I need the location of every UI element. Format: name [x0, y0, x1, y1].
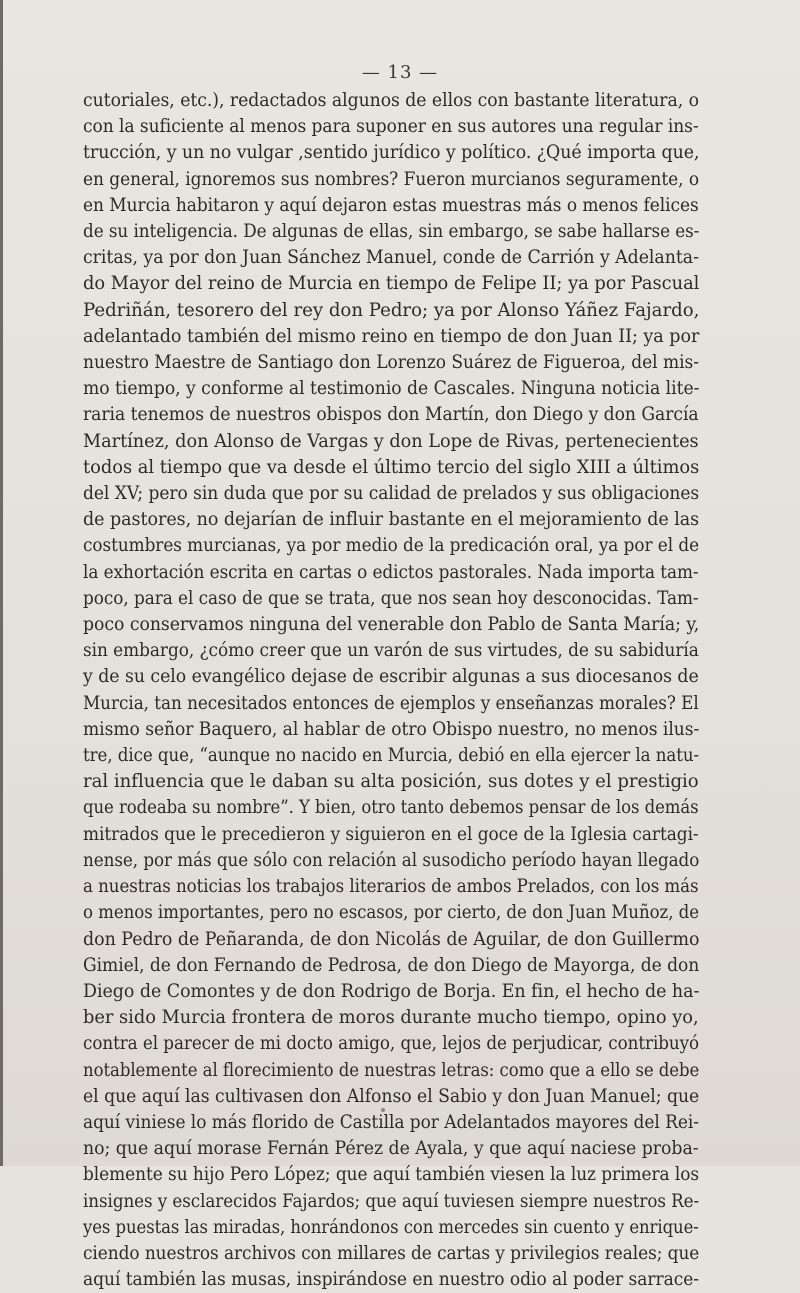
text-line: tre, dice que, “aunque no nacido en Murcia, debió en ella ejercer la natu- [83, 745, 700, 767]
text-line: notablemente al florecimiento de nuestras letras: como que a ello se debe [83, 1059, 700, 1081]
text-line: con la suficiente al menos para suponer en sus autores una regular ins- [83, 116, 699, 138]
text-line: trucción, y un no vulgar ,sentido jurídico y político. ¿Qué importa que, [83, 142, 700, 164]
text-line: a nuestras noticias los trabajos literarios de ambos Prelados, con los más [83, 876, 699, 898]
text-line: la exhortación escrita en cartas o edictos pastorales. Nada importa tam- [83, 561, 699, 583]
text-line: aquí también las musas, inspirándose en nuestro odio al poder sarrace- [83, 1269, 699, 1291]
page-edge [0, 0, 3, 1166]
text-line: contra el parecer de mi docto amigo, que, lejos de perjudicar, contribuyó [83, 1033, 700, 1055]
text-line: nense, por más que sólo con relación al susodicho período hayan llegado [83, 849, 700, 871]
text-line: Pedriñán, tesorero del rey don Pedro; ya por Alonso Yáñez Fajardo, [83, 299, 700, 321]
text-line: sin embargo, ¿cómo creer que un varón de sus virtudes, de su sabiduría [83, 640, 699, 662]
text-line: ciendo nuestros archivos con millares de cartas y privilegios reales; que [83, 1242, 700, 1264]
stain-mark [381, 1108, 385, 1112]
text-line: Martínez, don Alonso de Vargas y don Lope de Rivas, pertenecientes [83, 430, 699, 452]
body-text [83, 88, 699, 1293]
text-line: critas, ya por don Juan Sánchez Manuel, conde de Carrión y Adelanta- [83, 247, 699, 269]
text-line: no; que aquí morase Fernán Pérez de Ayala, y que aquí naciese proba- [83, 1138, 699, 1160]
text-line: insignes y esclarecidos Fajardos; que aquí tuviesen siempre nuestros Re- [83, 1190, 700, 1212]
text-line: el que aquí las cultivasen don Alfonso el Sabio y don Juan Manuel; que [83, 1085, 700, 1107]
text-line: Gimiel, de don Fernando de Pedrosa, de don Diego de Mayorga, de don [83, 954, 700, 976]
text-line: do Mayor del reino de Murcia en tiempo de Felipe II; ya por Pascual [83, 273, 700, 295]
text-line: don Pedro de Peñaranda, de don Nicolás de Aguilar, de don Guillermo [83, 928, 700, 950]
text-line: Diego de Comontes y de don Rodrigo de Borja. En fin, el hecho de ha- [83, 980, 700, 1002]
text-line: en Murcia habitaron y aquí dejaron estas muestras más o menos felices [83, 194, 699, 216]
text-line: mismo señor Baquero, al hablar de otro Obispo nuestro, no menos ilus- [83, 718, 700, 740]
text-line: Murcia, tan necesitados entonces de ejemplos y enseñanzas morales? El [83, 692, 699, 714]
text-line: ral influencia que le daban su alta posición, sus dotes y el prestigio [83, 771, 699, 793]
text-line: raria tenemos de nuestros obispos don Martín, don Diego y don García [83, 404, 699, 426]
text-line: de pastores, no dejarían de influir bastante en el mejoramiento de las [83, 509, 700, 531]
text-line: y de su celo evangélico dejase de escribir algunas a sus diocesanos de [83, 666, 699, 688]
text-line: yes puestas las miradas, honrándonos con mercedes sin cuento y enrique- [83, 1216, 699, 1238]
text-line: ber sido Murcia frontera de moros durante mucho tiempo, opino yo, [83, 1007, 699, 1029]
text-line: de su inteligencia. De algunas de ellas, sin embargo, se sabe hallarse es- [83, 221, 700, 243]
text-line: mitrados que le precedieron y siguieron en el goce de la Iglesia cartagi- [83, 823, 699, 845]
text-line: en general, ignoremos sus nombres? Fueron murcianos seguramente, o [83, 168, 700, 190]
text-line: todos al tiempo que va desde el último tercio del siglo XIII a últimos [83, 456, 700, 478]
text-line: poco conservamos ninguna del venerable don Pablo de Santa María; y, [83, 614, 700, 636]
text-line: mo tiempo, y conforme al testimonio de Cascales. Ninguna noticia lite- [83, 378, 700, 400]
page-number: — 13 — [361, 62, 439, 83]
text-line: poco, para el caso de que se trata, que nos sean hoy desconocidas. Tam- [83, 587, 699, 609]
text-line: o menos importantes, pero no escasos, por cierto, de don Juan Muñoz, de [83, 902, 700, 924]
text-line: aquí viniese lo más florido de Castilla por Adelantados mayores del Rei- [83, 1111, 699, 1133]
text-line: costumbres murcianas, ya por medio de la predicación oral, ya por el de [83, 535, 700, 557]
text-line: cutoriales, etc.), redactados algunos de ellos con bastante literatura, o [83, 90, 699, 111]
text-line: adelantado también del mismo reino en tiempo de don Juan II; ya por [83, 325, 700, 347]
text-line: que rodeaba su nombre”. Y bien, otro tanto debemos pensar de los demás [83, 797, 699, 819]
text-line: blemente su hijo Pero López; que aquí también viesen la luz primera los [83, 1164, 700, 1186]
text-line: nuestro Maestre de Santiago don Lorenzo Suárez de Figueroa, del mis- [83, 352, 699, 374]
text-line: del XV; pero sin duda que por su calidad de prelados y sus obligaciones [83, 483, 700, 505]
